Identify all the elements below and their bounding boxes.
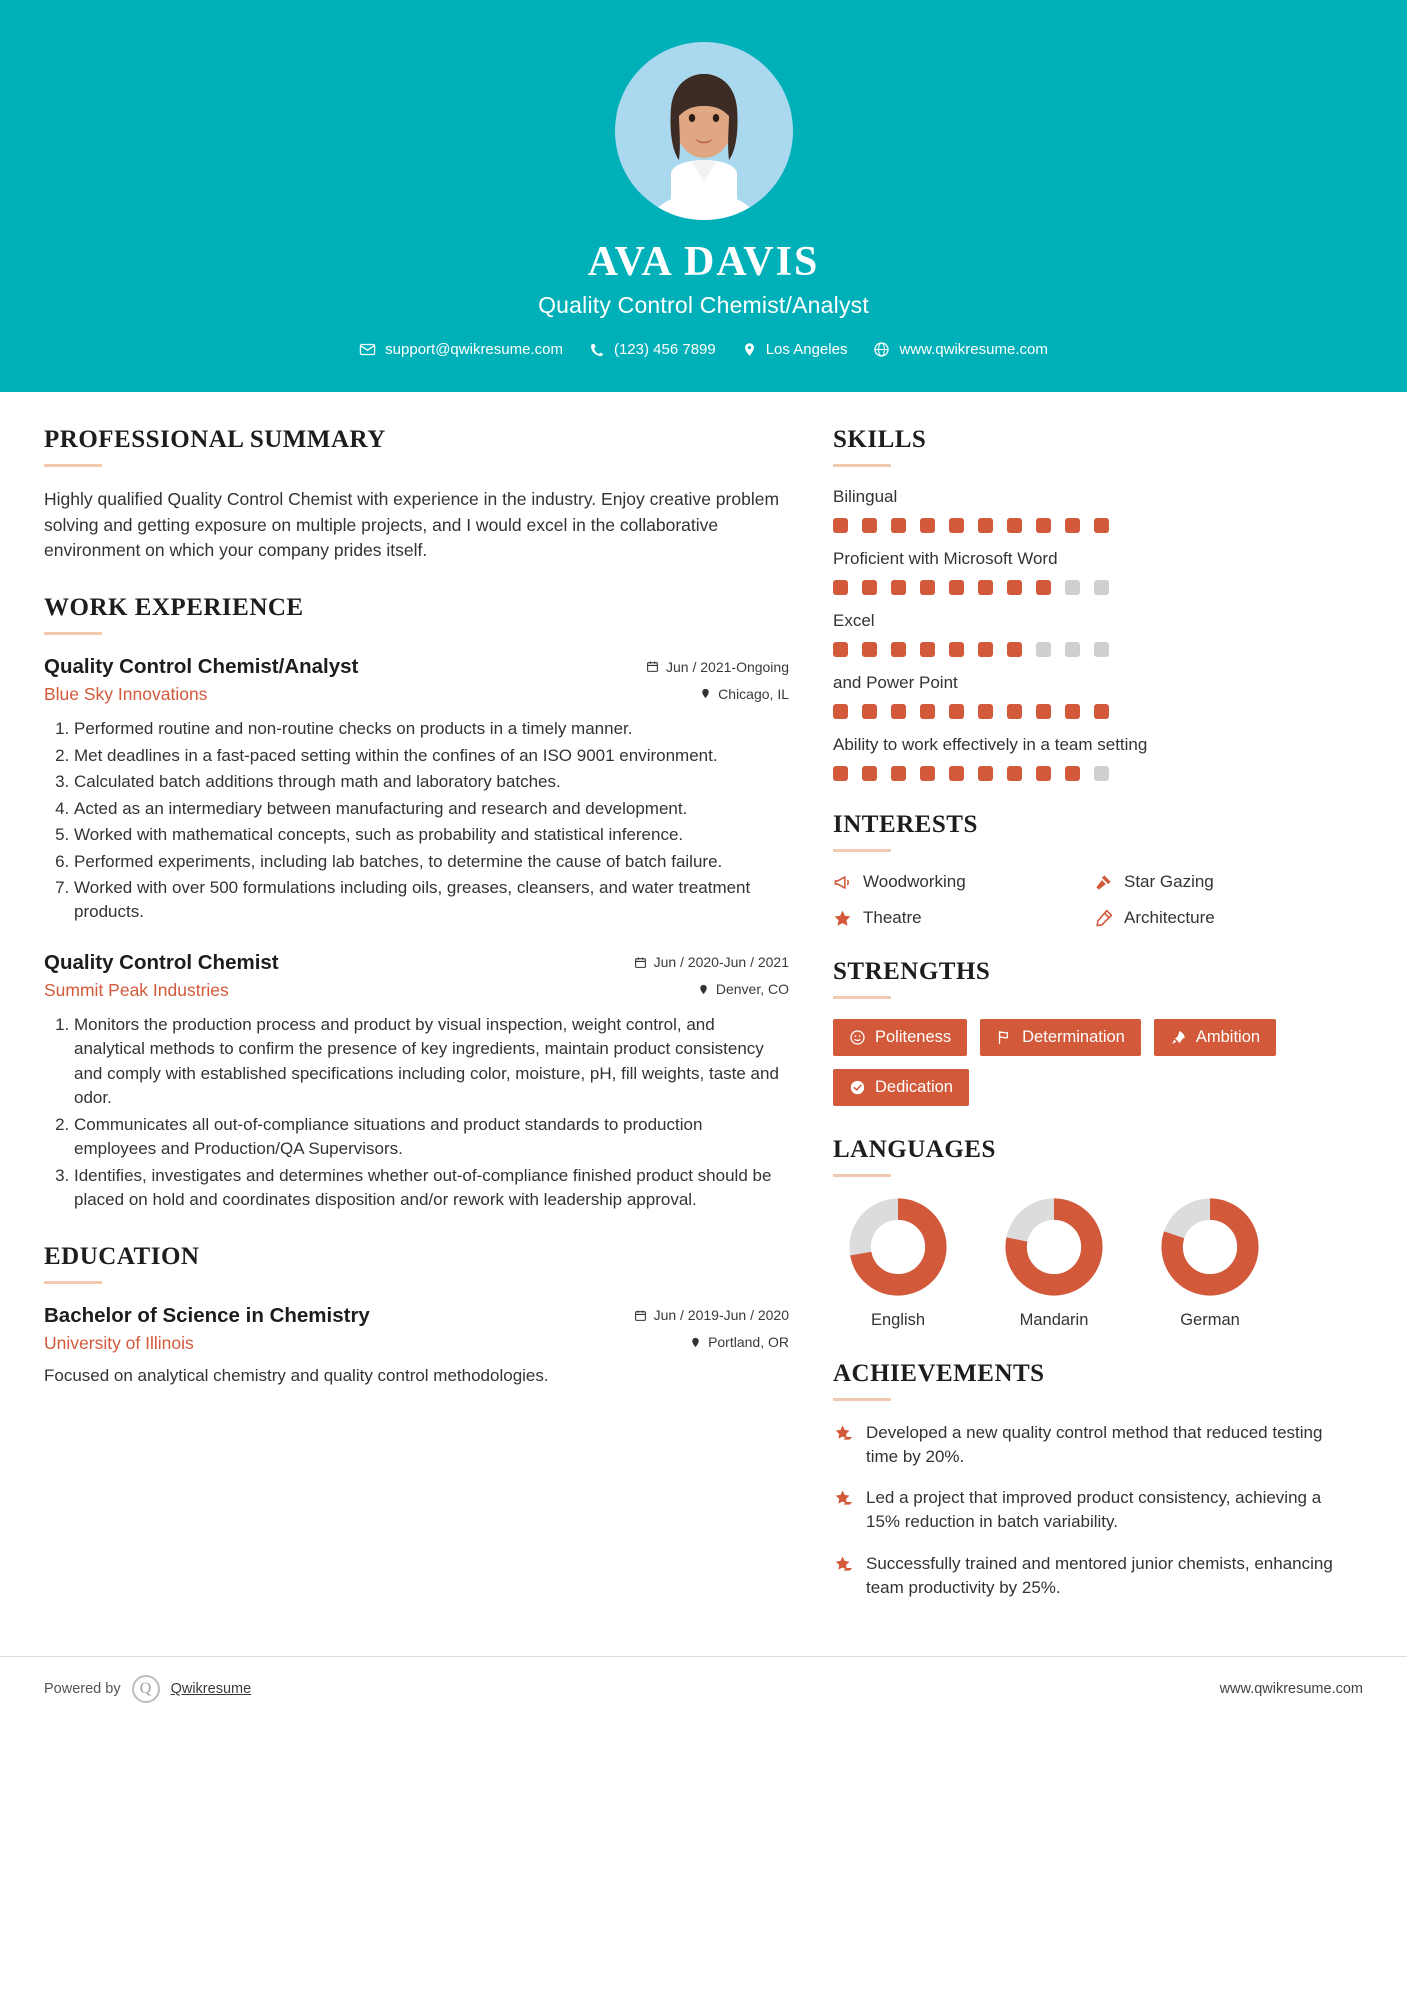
work-bullets <box>44 1013 789 1213</box>
pencil-ruler-icon <box>1094 909 1113 928</box>
smiley-icon <box>849 1029 866 1046</box>
work-company: Blue Sky Innovations <box>44 684 208 705</box>
interest-item <box>833 908 1084 928</box>
language-label: German <box>1180 1311 1240 1329</box>
avatar <box>615 42 793 220</box>
achievements-heading: ACHIEVEMENTS <box>833 1360 1045 1387</box>
skill-dot <box>978 704 993 719</box>
check-circle-icon <box>849 1079 866 1096</box>
section-education <box>44 1243 789 1389</box>
skill-dot <box>1065 518 1080 533</box>
work-bullet: 1. Performed routine and non-routine checks on products in a timely manner. <box>74 717 789 741</box>
interest-label: Theatre <box>863 908 922 927</box>
section-skills <box>833 426 1345 781</box>
skill-dot <box>978 766 993 781</box>
section-divider <box>44 1281 102 1284</box>
skill-dot <box>920 704 935 719</box>
right-column <box>833 426 1345 1630</box>
achievement-text: Successfully trained and mentored junior chemists, enhancing team productivity by 25%. <box>866 1553 1333 1597</box>
work-company: Summit Peak Industries <box>44 979 229 1000</box>
education-heading: EDUCATION <box>44 1242 200 1270</box>
star-icon <box>833 909 852 928</box>
skills-heading: SKILLS <box>833 426 927 453</box>
location-pin-icon <box>698 983 709 996</box>
skill-item <box>833 487 1345 533</box>
language-item <box>833 1197 963 1330</box>
skill-rating <box>833 766 1345 781</box>
skill-item <box>833 611 1345 657</box>
achievement-item <box>833 1421 1345 1469</box>
skill-dot <box>1007 704 1022 719</box>
language-item <box>989 1197 1119 1330</box>
skill-rating <box>833 642 1345 657</box>
skill-dot <box>891 518 906 533</box>
megaphone-icon <box>833 873 852 892</box>
skill-dot <box>1036 642 1051 657</box>
education-location-text: Portland, OR <box>708 1334 789 1351</box>
skill-dot <box>949 518 964 533</box>
work-role: Quality Control Chemist/Analyst <box>44 655 359 679</box>
avatar-photo-icon <box>615 42 793 220</box>
skill-dot <box>1094 642 1109 657</box>
location-pin-icon <box>690 1336 701 1349</box>
interest-label: Architecture <box>1124 908 1215 927</box>
work-dates-text: Jun / 2021-Ongoing <box>666 658 789 675</box>
calendar-icon <box>634 956 647 969</box>
education-description: Focused on analytical chemistry and quality control methodologies. <box>44 1365 549 1385</box>
work-dates-text: Jun / 2020-Jun / 2021 <box>653 954 789 971</box>
contact-website[interactable] <box>873 341 1047 358</box>
skill-dot <box>1007 642 1022 657</box>
skill-rating <box>833 518 1345 533</box>
section-interests <box>833 811 1345 928</box>
skill-dot <box>862 580 877 595</box>
strength-label: Politeness <box>875 1028 952 1046</box>
footer-brand <box>44 1675 251 1703</box>
skill-dot <box>978 642 993 657</box>
section-achievements <box>833 1360 1345 1600</box>
achievement-text: Developed a new quality control method that reduced testing time by 20%. <box>866 1423 1323 1467</box>
skill-dot <box>1036 580 1051 595</box>
skill-dot <box>862 518 877 533</box>
work-entry <box>44 655 789 925</box>
education-school: University of Illinois <box>44 1332 194 1353</box>
interest-item <box>833 872 1084 892</box>
strength-chip <box>833 1019 967 1056</box>
work-heading: WORK EXPERIENCE <box>44 594 304 622</box>
work-role: Quality Control Chemist <box>44 950 279 974</box>
strength-chip <box>833 1069 969 1106</box>
work-bullet: 6. Performed experiments, including lab batches, to determine the cause of batch failure. <box>74 850 789 874</box>
qwikresume-logo-icon: Q <box>132 1675 160 1703</box>
skill-label: Bilingual <box>833 487 898 506</box>
skill-dot <box>949 580 964 595</box>
work-bullet: 2. Communicates all out-of-compliance situations and product standards to production employees and Production/QA Supervisors. <box>74 1113 789 1162</box>
skill-dot <box>920 642 935 657</box>
strength-label: Determination <box>1022 1028 1125 1046</box>
skill-dot <box>891 704 906 719</box>
work-bullet: 2. Met deadlines in a fast-paced setting within the confines of an ISO 9001 environment. <box>74 744 789 768</box>
skill-dot <box>833 580 848 595</box>
footer-website[interactable]: www.qwikresume.com <box>1219 1680 1363 1697</box>
skill-dot <box>920 580 935 595</box>
resume-footer <box>0 1656 1407 1725</box>
skill-dot <box>862 766 877 781</box>
skill-dot <box>1094 518 1109 533</box>
calendar-icon <box>634 1309 647 1322</box>
education-dates <box>634 1307 789 1323</box>
contact-email[interactable] <box>359 341 563 358</box>
contact-location-text: Los Angeles <box>765 341 848 358</box>
page-title: AVA DAVIS <box>587 239 820 285</box>
section-divider <box>833 1398 891 1401</box>
section-divider <box>833 996 891 999</box>
skill-dot <box>1065 766 1080 781</box>
skill-dot <box>1094 766 1109 781</box>
skill-dot <box>833 642 848 657</box>
skill-dot <box>1036 766 1051 781</box>
work-dates <box>634 954 789 970</box>
education-entry <box>44 1304 789 1389</box>
skill-dot <box>862 704 877 719</box>
calendar-icon <box>646 660 659 673</box>
language-label: English <box>870 1311 926 1329</box>
achievement-text: Led a project that improved product consistency, achieving a 15% reduction in batch variability. <box>866 1488 1322 1532</box>
location-pin-icon <box>742 341 757 358</box>
language-label: Mandarin <box>1019 1311 1089 1329</box>
phone-icon <box>589 342 605 358</box>
left-column <box>44 426 789 1418</box>
contact-location[interactable] <box>742 341 848 358</box>
interest-label: Star Gazing <box>1124 872 1214 891</box>
skill-dot <box>1007 766 1022 781</box>
work-bullet: 3. Identifies, investigates and determines whether out-of-compliance finished product should be placed on hold and coordinates disposition and/or rework with leadership approval. <box>74 1164 789 1213</box>
work-location <box>698 981 789 997</box>
powered-by-label: Powered by <box>44 1680 121 1697</box>
strength-chip <box>980 1019 1141 1056</box>
hammer-icon <box>1094 873 1113 892</box>
skill-rating <box>833 580 1345 595</box>
skill-dot <box>1094 580 1109 595</box>
skill-dot <box>949 766 964 781</box>
strength-label: Dedication <box>875 1078 953 1096</box>
work-location <box>700 686 789 702</box>
summary-heading: PROFESSIONAL SUMMARY <box>44 426 386 453</box>
contact-phone[interactable] <box>589 341 716 358</box>
skill-dot <box>949 642 964 657</box>
education-degree: Bachelor of Science in Chemistry <box>44 1303 370 1327</box>
skill-dot <box>833 518 848 533</box>
skill-dot <box>1065 580 1080 595</box>
donut-chart-icon <box>848 1197 948 1297</box>
contact-email-text: support@qwikresume.com <box>385 341 563 358</box>
interest-item <box>1094 872 1345 892</box>
skill-label: Proficient with Microsoft Word <box>833 549 1058 568</box>
strength-chip <box>1154 1019 1276 1056</box>
skill-dot <box>1007 580 1022 595</box>
education-dates-text: Jun / 2019-Jun / 2020 <box>653 1307 789 1324</box>
languages-heading: LANGUAGES <box>833 1136 996 1163</box>
flag-icon <box>996 1029 1013 1046</box>
interest-label: Woodworking <box>863 872 966 891</box>
section-professional-summary <box>44 426 789 564</box>
skill-dot <box>1065 642 1080 657</box>
header-job-title: Quality Control Chemist/Analyst <box>538 292 869 318</box>
skill-dot <box>1036 704 1051 719</box>
skill-dot <box>862 642 877 657</box>
skill-rating <box>833 704 1345 719</box>
strengths-heading: STRENGTHS <box>833 958 991 985</box>
section-divider <box>44 464 102 467</box>
skill-item <box>833 673 1345 719</box>
contact-website-text: www.qwikresume.com <box>899 341 1048 358</box>
skill-dot <box>1094 704 1109 719</box>
skill-label: and Power Point <box>833 673 958 692</box>
work-location-text: Chicago, IL <box>718 685 789 702</box>
donut-chart-icon <box>1004 1197 1104 1297</box>
work-bullet: 3. Calculated batch additions through math and laboratory batches. <box>74 770 789 794</box>
skill-dot <box>1036 518 1051 533</box>
section-divider <box>833 1174 891 1177</box>
achievement-item <box>833 1486 1345 1534</box>
brand-link[interactable]: Qwikresume <box>170 1680 252 1697</box>
skill-item <box>833 735 1345 781</box>
strength-label: Ambition <box>1195 1028 1261 1046</box>
skill-dot <box>891 766 906 781</box>
section-languages <box>833 1136 1345 1330</box>
section-work-experience <box>44 594 789 1213</box>
work-bullet: 5. Worked with mathematical concepts, such as probability and statistical inference. <box>74 823 789 847</box>
star-badge-icon <box>833 1488 854 1509</box>
section-strengths <box>833 958 1345 1106</box>
star-badge-icon <box>833 1554 854 1575</box>
section-divider <box>44 632 102 635</box>
skill-dot <box>1065 704 1080 719</box>
work-bullets <box>44 717 789 925</box>
donut-chart-icon <box>1160 1197 1260 1297</box>
section-divider <box>833 849 891 852</box>
skill-dot <box>833 766 848 781</box>
skill-dot <box>891 642 906 657</box>
resume-header <box>0 0 1407 392</box>
language-item <box>1145 1197 1275 1330</box>
skill-dot <box>891 580 906 595</box>
skill-label: Ability to work effectively in a team setting <box>833 735 1148 754</box>
summary-text: Highly qualified Quality Control Chemist with experience in the industry. Enjoy creative problem solving and getting exposure on multiple projects, and I would excel in the collaborative environment on which your company prides itself. <box>44 489 780 561</box>
work-entry <box>44 951 789 1213</box>
skill-item <box>833 549 1345 595</box>
location-pin-icon <box>700 687 711 700</box>
globe-icon <box>873 341 890 358</box>
contact-phone-text: (123) 456 7899 <box>613 341 716 358</box>
skill-dot <box>978 518 993 533</box>
contact-row <box>0 341 1407 358</box>
resume-body <box>0 392 1407 1630</box>
star-badge-icon <box>833 1423 854 1444</box>
rocket-icon <box>1170 1029 1187 1046</box>
skill-dot <box>949 704 964 719</box>
work-location-text: Denver, CO <box>715 981 789 998</box>
skill-dot <box>978 580 993 595</box>
work-dates <box>646 659 789 675</box>
work-bullet: 4. Acted as an intermediary between manufacturing and research and development. <box>74 797 789 821</box>
interests-heading: INTERESTS <box>833 811 978 838</box>
work-bullet: 7. Worked with over 500 formulations including oils, greases, cleansers, and water treatment products. <box>74 876 789 925</box>
work-bullet: 1. Monitors the production process and product by visual inspection, weight control, and analytical methods to confirm the presence of key ingredients, maintain product consistency and comply with established specifications including color, moisture, pH, fill weights, taste and odor. <box>74 1013 789 1111</box>
skill-label: Excel <box>833 611 875 630</box>
section-divider <box>833 464 891 467</box>
skill-dot <box>920 518 935 533</box>
achievement-item <box>833 1552 1345 1600</box>
envelope-icon <box>359 341 376 358</box>
skill-dot <box>833 704 848 719</box>
skill-dot <box>1007 518 1022 533</box>
interest-item <box>1094 908 1345 928</box>
skill-dot <box>920 766 935 781</box>
education-location <box>690 1334 789 1350</box>
